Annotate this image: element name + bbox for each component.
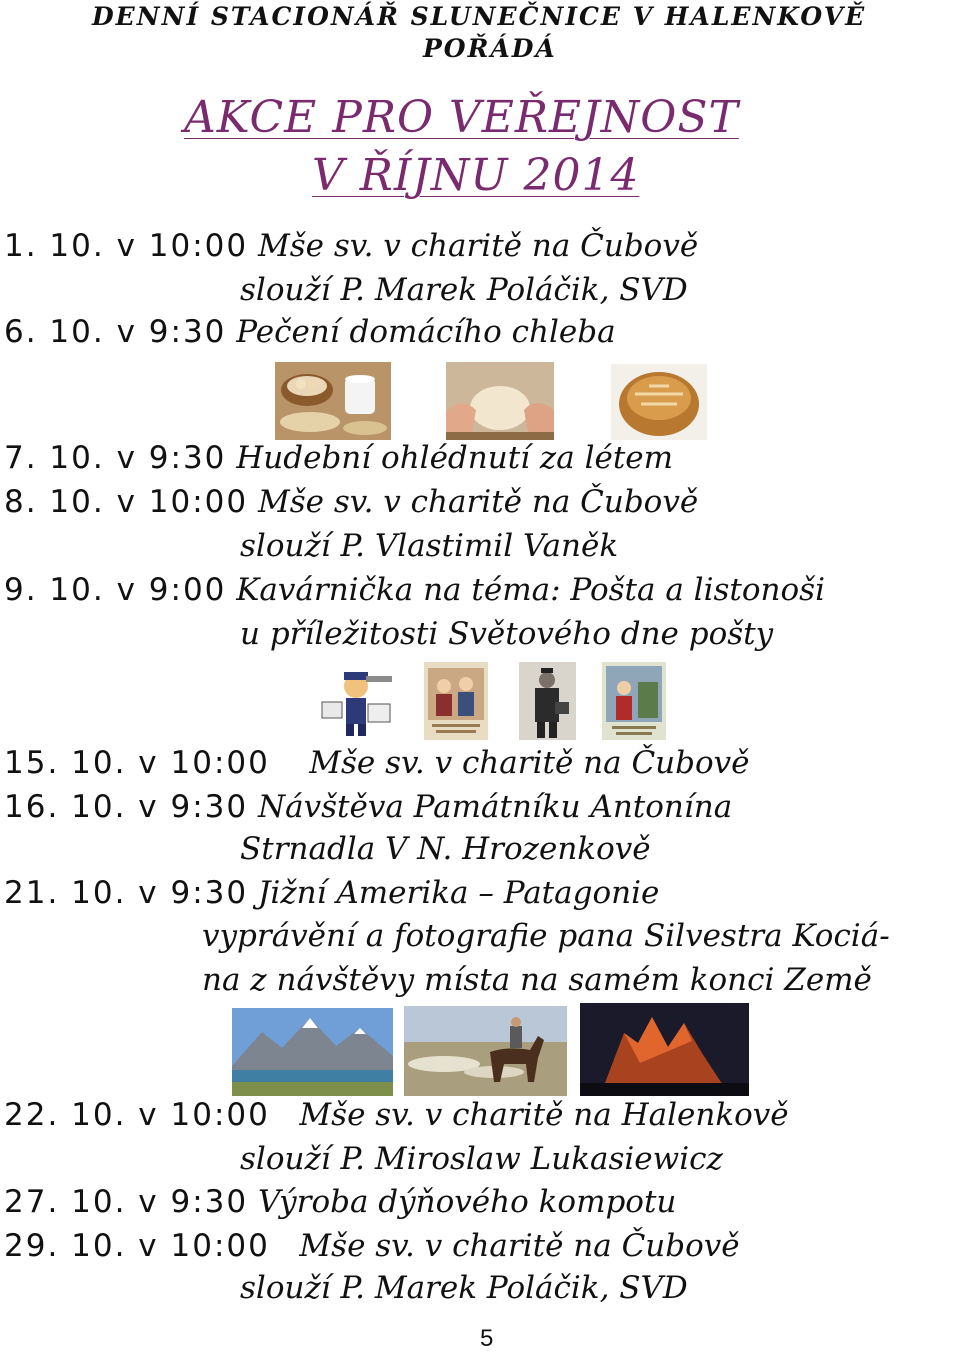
organizer-subtitle: POŘÁDÁ — [423, 34, 557, 63]
event-row — [4, 1097, 789, 1133]
page-number: 5 — [480, 1325, 494, 1352]
event-row — [4, 572, 825, 608]
event-detail: na z návštěvy místa na samém konci Země — [202, 962, 872, 998]
event-detail: vyprávění a fotografie pana Silvestra Kociá- — [202, 918, 890, 954]
event-row — [4, 875, 659, 911]
event-title: Mše sv. v charitě na Čubově — [309, 745, 750, 781]
event-detail: slouží P. Vlastimil Vaněk — [240, 528, 619, 564]
event-title: Mše sv. v charitě na Čubově — [299, 1228, 740, 1264]
event-detail: slouží P. Miroslaw Lukasiewicz — [240, 1141, 723, 1177]
event-date: 9. 10. v 9:00 — [4, 572, 227, 608]
historic-postman-photo — [519, 662, 576, 740]
event-date: 29. 10. v 10:00 — [4, 1228, 270, 1264]
vintage-postcard-window — [602, 662, 666, 740]
event-title: Mše sv. v charitě na Čubově — [257, 228, 699, 264]
vintage-postcard-family — [424, 662, 488, 740]
event-row — [4, 484, 698, 520]
event-title: Návštěva Památníku Antonína — [257, 789, 733, 825]
event-detail: slouží P. Marek Poláčik, SVD — [240, 272, 688, 308]
event-date: 8. 10. v 10:00 — [4, 484, 249, 520]
gaucho-horse-photo — [404, 1006, 567, 1096]
event-date: 15. 10. v 10:00 — [4, 745, 270, 781]
dough-kneading-photo — [446, 362, 554, 440]
event-row — [4, 1228, 740, 1264]
event-row — [4, 314, 616, 350]
event-title: Mše sv. v charitě na Čubově — [257, 484, 699, 520]
event-date: 6. 10. v 9:30 — [4, 314, 227, 350]
event-row — [4, 789, 732, 825]
event-detail: slouží P. Marek Poláčik, SVD — [240, 1270, 688, 1306]
event-title: Hudební ohlédnutí za létem — [236, 440, 674, 476]
event-date: 22. 10. v 10:00 — [4, 1097, 270, 1133]
bread-ingredients-photo — [275, 362, 391, 440]
event-detail: Strnadla V N. Hrozenkově — [240, 831, 651, 867]
organization-name: DENNÍ STACIONÁŘ SLUNEČNICE V HALENKOVĚ — [92, 2, 867, 31]
event-row — [4, 440, 673, 476]
event-date: 21. 10. v 9:30 — [4, 875, 249, 911]
page-title-line1: AKCE PRO VEŘEJNOST — [184, 92, 739, 143]
event-detail: u příležitosti Světového dne pošty — [240, 616, 774, 652]
patagonia-mountains-photo — [232, 1008, 393, 1096]
postman-cartoon — [316, 660, 396, 740]
event-date: 27. 10. v 9:30 — [4, 1184, 249, 1220]
baked-bread-photo — [611, 364, 707, 440]
event-date: 7. 10. v 9:30 — [4, 440, 227, 476]
event-row — [4, 1184, 676, 1220]
event-title: Mše sv. v charitě na Halenkově — [299, 1097, 789, 1133]
event-row — [4, 745, 750, 781]
torres-del-paine-photo — [580, 1003, 749, 1096]
event-row — [4, 228, 698, 264]
page-title-line2: V ŘÍJNU 2014 — [312, 150, 640, 201]
event-title: Výroba dýňového kompotu — [257, 1184, 677, 1220]
event-title: Kavárnička na téma: Pošta a listonoši — [236, 572, 825, 608]
event-date: 16. 10. v 9:30 — [4, 789, 249, 825]
event-title: Jižní Amerika – Patagonie — [257, 875, 660, 911]
event-title: Pečení domácího chleba — [236, 314, 616, 350]
event-date: 1. 10. v 10:00 — [4, 228, 249, 264]
